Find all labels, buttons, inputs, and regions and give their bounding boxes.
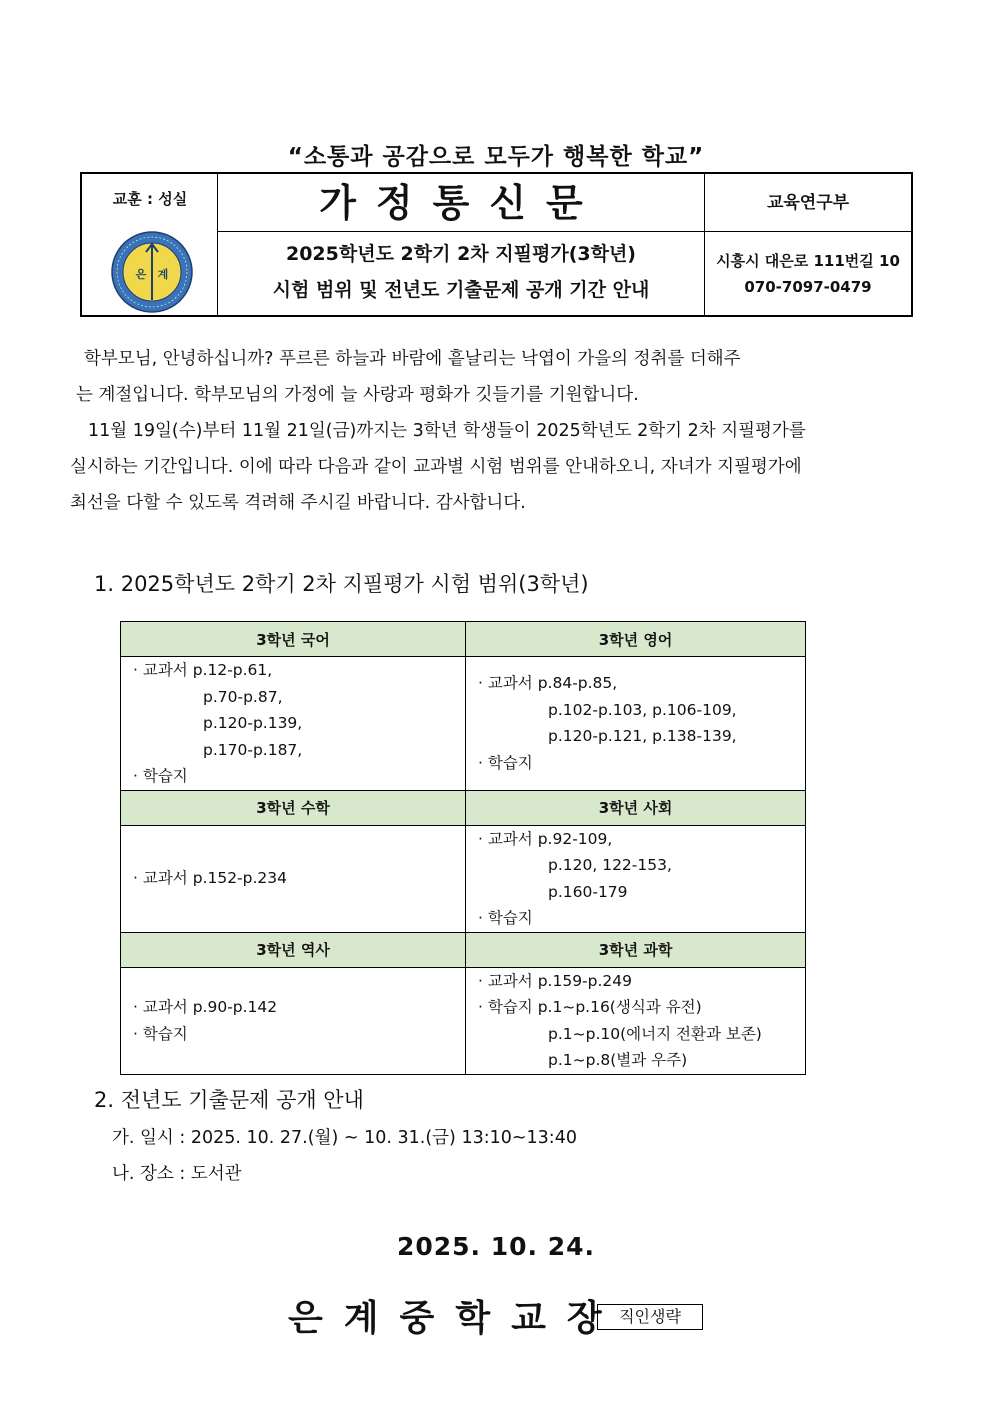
intro-paragraph-1 — [70, 341, 922, 413]
text-line: 실시하는 기간입니다. 이에 따라 다음과 같이 교과별 시험 범위를 안내하오니, 자녀가 지필평가에 — [70, 457, 802, 477]
range-line: · 교과서 p.152-p.234 — [133, 869, 287, 888]
subject-range — [121, 825, 466, 932]
range-line: · 교과서 p.84-p.85, — [478, 674, 618, 693]
subject-range — [121, 657, 466, 791]
range-line: · 학습지 — [478, 753, 533, 772]
text-line: 학부모님, 안녕하십니까? 푸르른 하늘과 바람에 흩날리는 낙엽이 가을의 정취를 더해주 — [84, 349, 741, 369]
subject-range — [121, 967, 466, 1074]
letter-header — [80, 172, 913, 317]
motto-label-cell — [82, 174, 218, 315]
subject-range — [466, 967, 806, 1074]
text-line: 최선을 다할 수 있도록 격려해 주시길 바랍니다. 감사합니다. — [70, 493, 526, 513]
subtitle-line: 2025학년도 2학기 2차 지필평가(3학년) — [285, 243, 636, 265]
range-line: · 교과서 p.92-109, — [478, 829, 613, 848]
range-line: · 교과서 p.159-p.249 — [478, 971, 632, 990]
section1-heading: 1. 2025학년도 2학기 2차 지필평가 시험 범위(3학년) — [94, 572, 589, 596]
text-line: 11월 19일(수)부터 11월 21일(금)까지는 3학년 학생들이 2025학년도 2학기 2차 지필평가를 — [88, 421, 806, 441]
range-line: p.1~p.10(에너지 전환과 보존) — [548, 1024, 762, 1043]
schedule-item: 가. 일시 : 2025. 10. 27.(월) ~ 10. 31.(금) 13:10~13:40 — [112, 1128, 577, 1148]
subject-range — [466, 657, 806, 791]
range-line: p.120, 122-153, — [548, 856, 672, 874]
range-line: · 교과서 p.90-p.142 — [133, 998, 278, 1016]
range-line: · 학습지 — [478, 909, 533, 927]
range-line: · 학습지 — [133, 767, 188, 785]
principal-signature: 은계중학교장 — [288, 1298, 623, 1339]
subject-header: 3학년 사회 — [466, 790, 806, 825]
school-phone: 070-7097-0479 — [744, 278, 872, 296]
school-emblem-icon — [110, 230, 194, 314]
exam-range-table — [120, 621, 806, 1075]
range-line: p.120-p.139, — [203, 714, 303, 732]
range-line: p.170-p.187, — [203, 740, 303, 759]
svg-text:계: 계 — [157, 268, 169, 281]
section2-heading: 2. 전년도 기출문제 공개 안내 — [94, 1088, 364, 1112]
range-line: · 교과서 p.12-p.61, — [133, 661, 273, 679]
issue-date: 2025. 10. 24. — [396, 1232, 596, 1261]
range-line: p.160-179 — [548, 882, 628, 901]
subtitle-line: 시험 범위 및 전년도 기출문제 공개 기간 안내 — [272, 279, 650, 301]
text-line: 는 계절입니다. 학부모님의 가정에 늘 사랑과 평화가 깃들기를 기원합니다. — [76, 385, 639, 405]
subject-header: 3학년 과학 — [466, 932, 806, 967]
letter-subtitle — [218, 232, 705, 315]
department: 교육연구부 — [705, 174, 911, 232]
range-line: · 학습지 — [133, 1024, 188, 1043]
subject-header: 3학년 역사 — [121, 932, 466, 967]
motto-label: 교훈 : 성실 — [112, 190, 188, 208]
range-line: p.120-p.121, p.138-139, — [548, 727, 737, 746]
range-line: · 학습지 p.1~p.16(생식과 유전) — [478, 998, 702, 1016]
subject-header: 3학년 수학 — [121, 790, 466, 825]
range-line: p.70-p.87, — [203, 687, 283, 706]
range-line: p.1~p.8(별과 우주) — [548, 1051, 688, 1069]
seal-omitted-box: 직인생략 — [597, 1304, 703, 1330]
svg-text:은: 은 — [135, 268, 147, 281]
school-contact — [705, 232, 911, 315]
location-item: 나. 장소 : 도서관 — [112, 1164, 242, 1184]
subject-header: 3학년 영어 — [466, 622, 806, 657]
range-line: p.102-p.103, p.106-109, — [548, 700, 737, 719]
school-address: 시흥시 대은로 111번길 10 — [716, 252, 900, 270]
intro-paragraph-2 — [70, 413, 922, 521]
subject-range — [466, 825, 806, 932]
subject-header: 3학년 국어 — [121, 622, 466, 657]
letter-title: 가정통신문 — [218, 174, 705, 232]
school-motto: “소통과 공감으로 모두가 행복한 학교” — [287, 144, 705, 170]
